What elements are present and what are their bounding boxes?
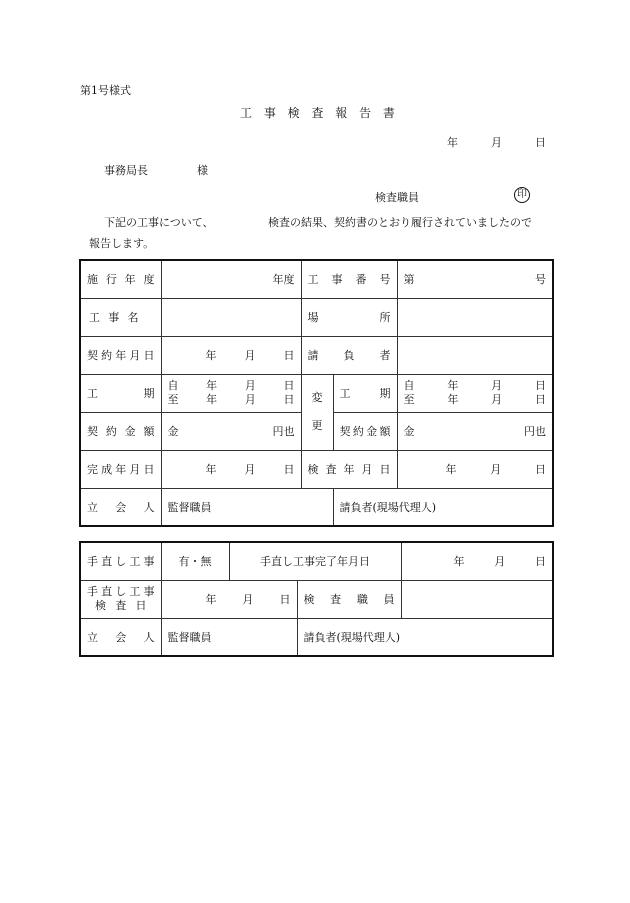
body-text-2: 報告します。 xyxy=(89,237,155,250)
amount-suffix: 円也 xyxy=(272,425,295,438)
repair-inspection-date-value xyxy=(161,580,297,618)
fiscal-year-value: 年度 xyxy=(161,260,301,298)
changed-period-value xyxy=(397,374,553,412)
period-label: 工期 xyxy=(80,374,161,412)
amount-value xyxy=(161,412,301,450)
year-mark: 年 xyxy=(206,393,218,406)
day-mark: 日 xyxy=(534,393,546,406)
year-mark: 年 xyxy=(205,593,217,606)
month-mark: 月 xyxy=(244,379,256,392)
inspector-label: 検査職員 xyxy=(375,191,419,204)
period-value xyxy=(161,374,301,412)
place-value xyxy=(397,298,553,336)
month-mark: 月 xyxy=(491,379,503,392)
day-mark: 日 xyxy=(283,463,295,476)
work-number-label: 工事番号 xyxy=(301,260,397,298)
year-mark: 年 xyxy=(453,555,465,569)
inspection-date-label: 検査年月日 xyxy=(301,450,397,488)
honorific: 様 xyxy=(197,164,208,177)
place-label: 場所 xyxy=(301,298,397,336)
contract-date-label: 契約年月日 xyxy=(80,336,161,374)
change-label-1: 変 xyxy=(311,391,323,404)
year-mark: 年 xyxy=(447,379,459,392)
year-mark: 年 xyxy=(206,379,218,392)
work-number-suffix: 号 xyxy=(535,273,546,287)
month-mark: 月 xyxy=(244,393,256,406)
year-mark: 年 xyxy=(205,349,217,362)
month-mark: 月 xyxy=(242,593,254,606)
year-mark: 年 xyxy=(445,463,457,476)
to-mark: 至 xyxy=(403,393,415,406)
repair-supervisor-cell: 監督職員 xyxy=(161,618,297,656)
work-name-value xyxy=(161,298,301,336)
amount-label: 契約金額 xyxy=(80,412,161,450)
repair-inspector-label: 検査職員 xyxy=(297,580,401,618)
completion-date-value xyxy=(161,450,301,488)
work-name-label: 工事名 xyxy=(80,298,161,336)
repair-inspection-label-1: 手直し工事 xyxy=(87,585,155,598)
work-number-prefix: 第 xyxy=(403,273,415,287)
repair-label: 手直し工事 xyxy=(80,542,161,580)
repair-witness-label: 立会人 xyxy=(80,618,161,656)
from-mark: 自 xyxy=(167,379,179,392)
month-mark: 月 xyxy=(490,463,502,476)
contractor-value xyxy=(397,336,553,374)
amount-prefix: 金 xyxy=(403,425,415,438)
from-mark: 自 xyxy=(403,379,415,392)
day-mark: 日 xyxy=(283,393,295,406)
body-text-1a: 下記の工事について、 xyxy=(104,216,214,229)
report-date xyxy=(447,134,546,150)
repair-done-date-label: 手直し工事完了年月日 xyxy=(229,542,401,580)
change-label-2: 更 xyxy=(311,419,323,432)
month-mark: 月 xyxy=(244,463,256,476)
repair-inspector-value xyxy=(401,580,553,618)
form-number: 第1号様式 xyxy=(80,84,131,97)
date-month: 月 xyxy=(491,136,502,149)
day-mark: 日 xyxy=(279,593,291,606)
date-day: 日 xyxy=(535,136,546,149)
repair-inspection-date-label xyxy=(80,580,161,618)
supervisor-cell: 監督職員 xyxy=(161,488,333,526)
work-number-value xyxy=(397,260,553,298)
change-label xyxy=(301,374,333,450)
amount-prefix: 金 xyxy=(167,425,179,438)
to-mark: 至 xyxy=(167,393,179,406)
repair-done-date-value xyxy=(401,542,553,580)
date-year: 年 xyxy=(447,136,458,149)
day-mark: 日 xyxy=(534,379,546,392)
seal-icon: 印 xyxy=(514,187,530,203)
day-mark: 日 xyxy=(283,379,295,392)
contractor-label: 請負者 xyxy=(301,336,397,374)
repair-table xyxy=(79,541,554,657)
changed-amount-label: 契約金額 xyxy=(333,412,397,450)
changed-amount-value xyxy=(397,412,553,450)
month-mark: 月 xyxy=(244,349,256,362)
changed-period-label: 工期 xyxy=(333,374,397,412)
seal-mark xyxy=(514,187,530,203)
year-mark: 年 xyxy=(447,393,459,406)
document-title: 工 事 検 査 報 告 書 xyxy=(240,106,399,120)
day-mark: 日 xyxy=(535,463,546,476)
inspection-table xyxy=(79,259,554,527)
amount-suffix: 円也 xyxy=(524,425,546,438)
month-mark: 月 xyxy=(494,555,506,569)
witness-label: 立会人 xyxy=(80,488,161,526)
repair-yes-no: 有・無 xyxy=(161,542,229,580)
repair-contractor-agent-cell: 請負者(現場代理人) xyxy=(297,618,553,656)
fiscal-year-label: 施行年度 xyxy=(80,260,161,298)
repair-inspection-label-2: 検査日 xyxy=(95,599,147,612)
contractor-agent-cell: 請負者(現場代理人) xyxy=(333,488,553,526)
year-mark: 年 xyxy=(205,463,217,476)
body-text-1b: 検査の結果、契約書のとおり履行されていましたので xyxy=(268,216,532,229)
completion-date-label: 完成年月日 xyxy=(80,450,161,488)
month-mark: 月 xyxy=(491,393,503,406)
addressee: 事務局長 xyxy=(104,164,148,177)
contract-date-value xyxy=(161,336,301,374)
day-mark: 日 xyxy=(283,349,295,362)
inspection-date-value xyxy=(397,450,553,488)
day-mark: 日 xyxy=(535,555,546,569)
